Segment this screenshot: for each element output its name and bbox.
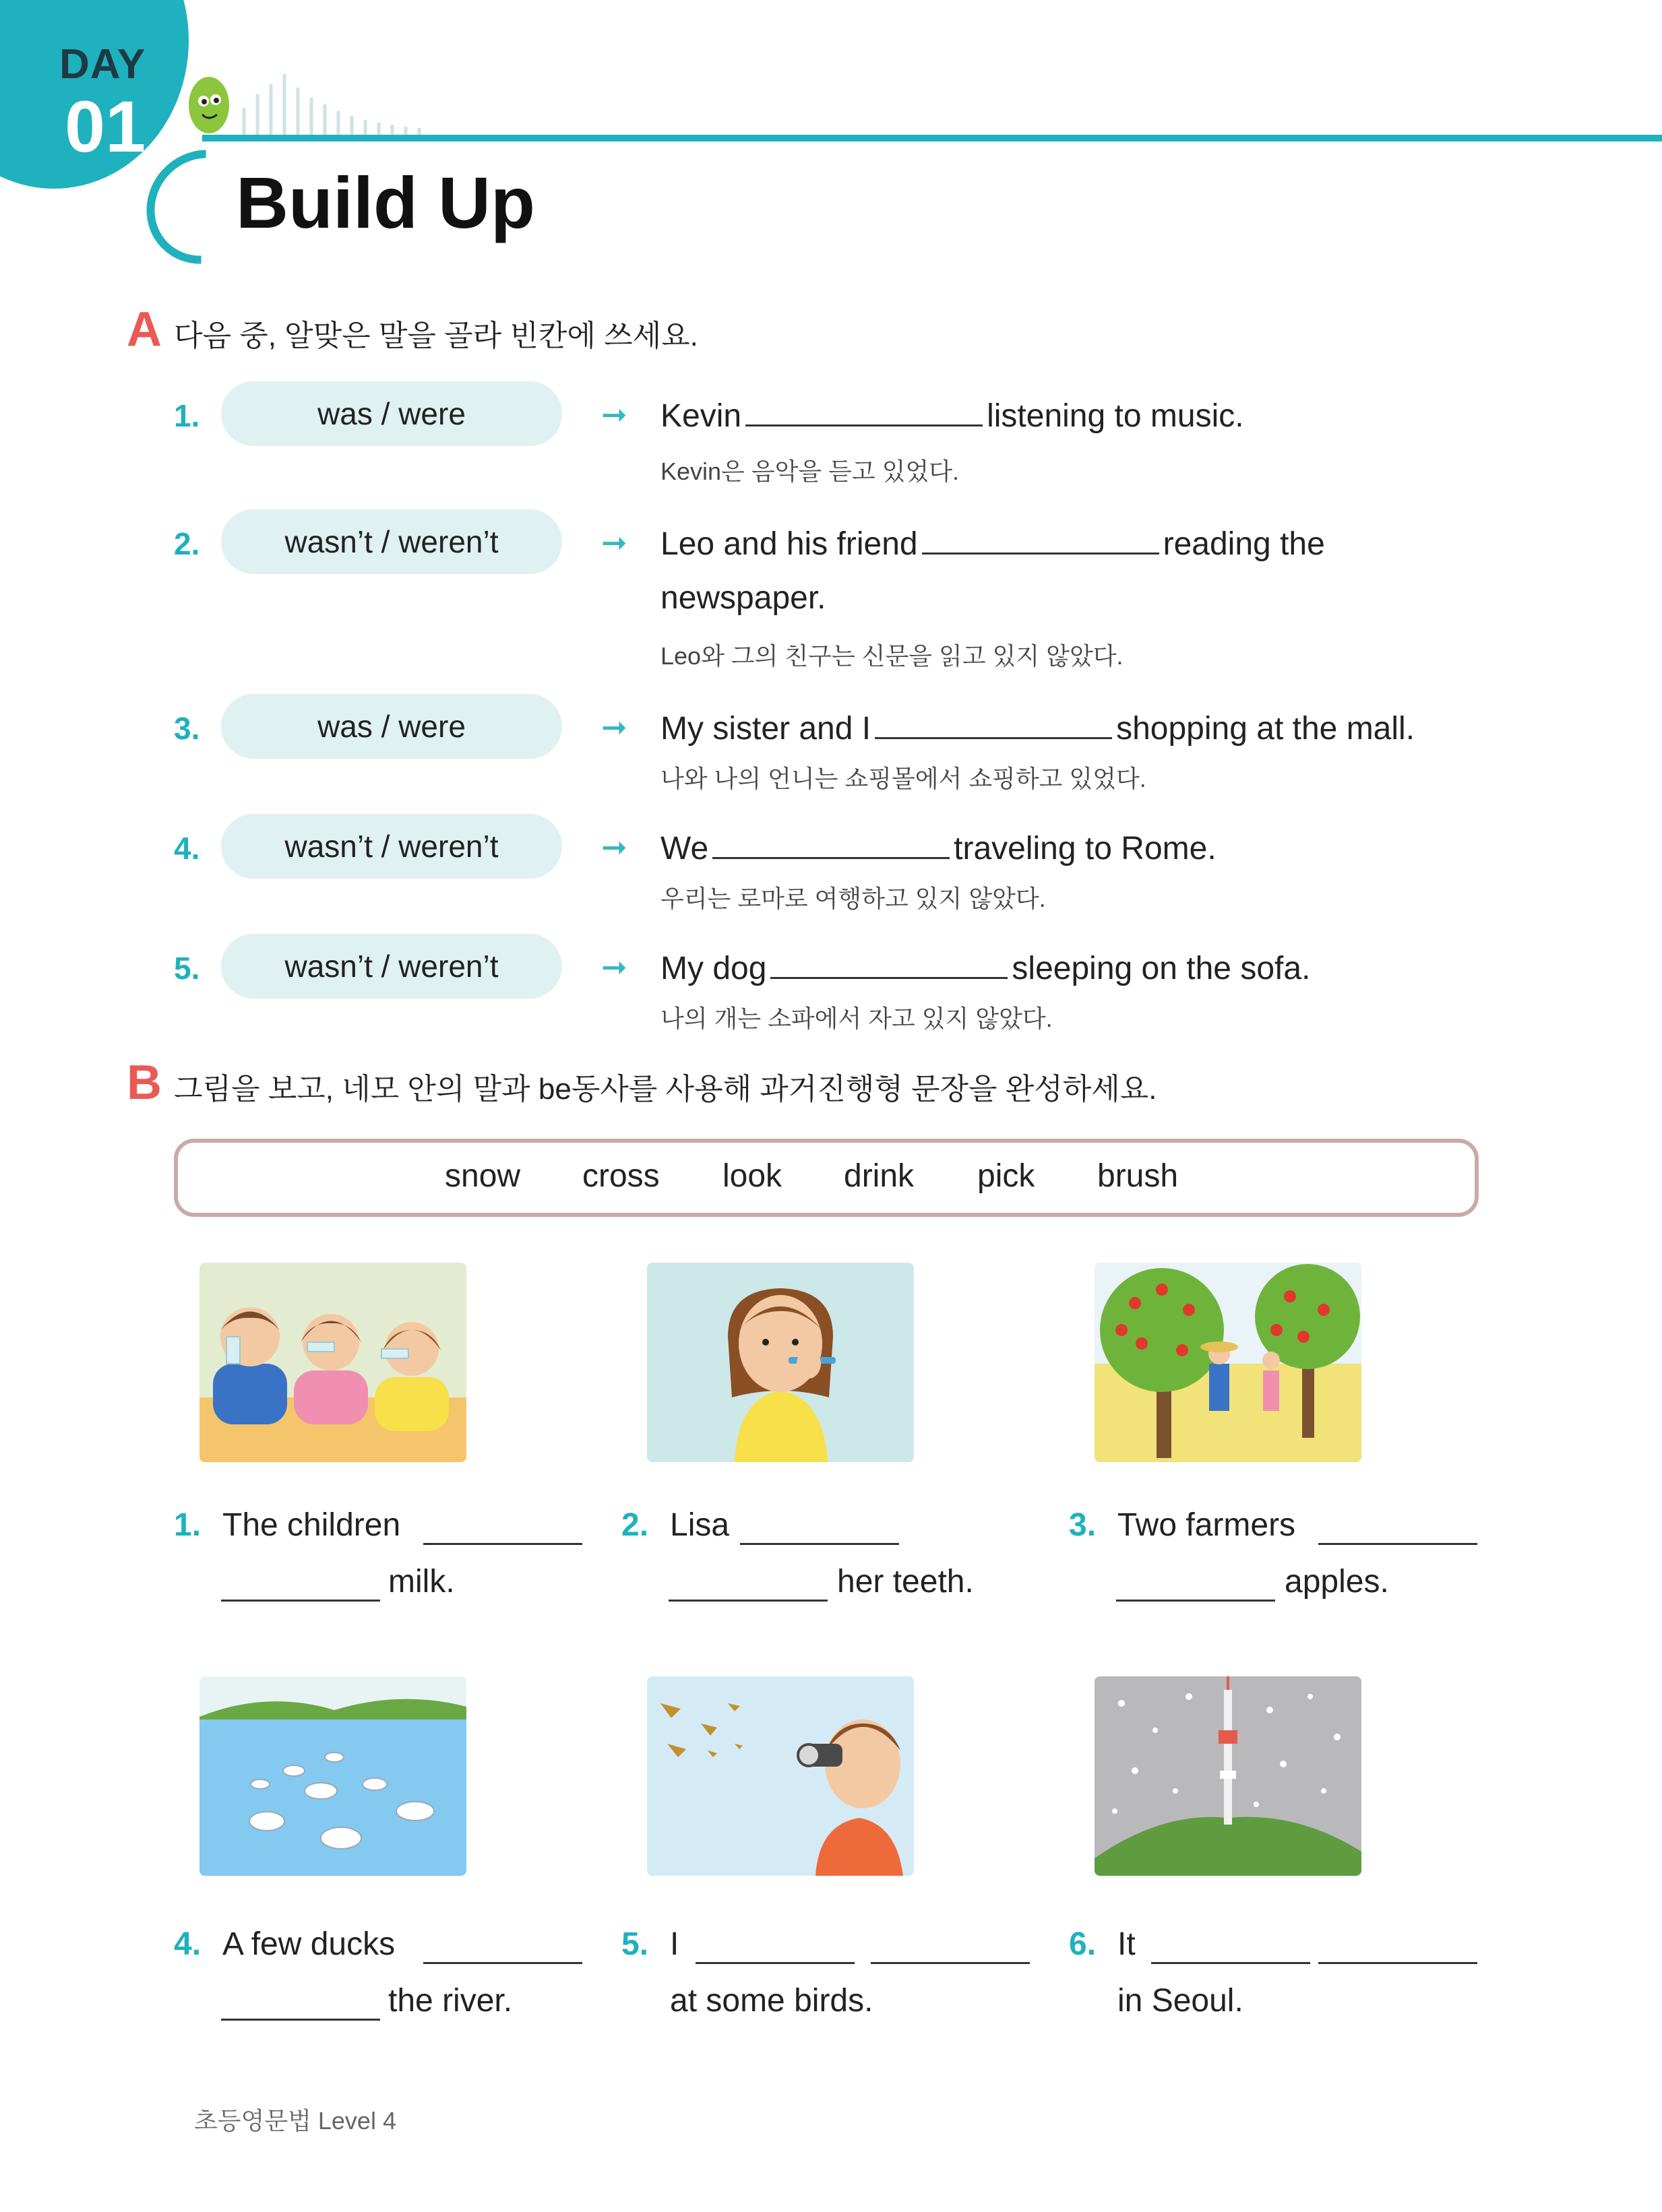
a-item-3-sentence xyxy=(660,707,1415,747)
a-item-3-choices[interactable]: was / were xyxy=(221,694,562,759)
b-item-1-blank-b[interactable] xyxy=(221,1600,380,1602)
b-item-5-blank-b[interactable] xyxy=(871,1962,1030,1964)
b-item-5-blank-a[interactable] xyxy=(696,1962,855,1964)
a-item-3-blank[interactable] xyxy=(875,707,1112,739)
a-item-5-blank[interactable] xyxy=(770,947,1008,979)
a-item-5-post: sleeping on the sofa. xyxy=(1012,951,1311,986)
b-item-5-end: at some birds. xyxy=(670,1983,873,2019)
b-item-1-number: 1. xyxy=(174,1507,202,1543)
page-title: Build Up xyxy=(236,162,535,243)
b-item-3-number: 3. xyxy=(1069,1507,1097,1543)
b-item-2-number: 2. xyxy=(621,1507,649,1543)
a-item-1-choices[interactable]: was / were xyxy=(221,381,562,446)
b-item-6-blank-a[interactable] xyxy=(1151,1962,1310,1964)
header-rule xyxy=(202,135,1662,141)
b-item-1-end: milk. xyxy=(388,1564,455,1600)
b-item-2-blank-a[interactable] xyxy=(740,1543,899,1545)
a-item-4-sentence xyxy=(660,827,1217,867)
word-bank-item: drink xyxy=(844,1158,915,1194)
picture-children-drinking-milk xyxy=(199,1263,466,1462)
a-item-2-choices[interactable]: wasn’t / weren’t xyxy=(221,509,562,574)
sound-wave-mascot-icon xyxy=(177,61,500,141)
a-item-2-post: reading the xyxy=(1163,526,1325,562)
word-bank-item: look xyxy=(722,1158,782,1194)
b-item-3-blank-b[interactable] xyxy=(1116,1600,1275,1602)
arrow-right-icon: ➞ xyxy=(601,949,627,984)
a-item-5-number: 5. xyxy=(174,951,200,986)
word-bank-item: cross xyxy=(582,1158,660,1194)
b-item-5-text: I xyxy=(670,1926,679,1962)
picture-farmers-picking-apples xyxy=(1095,1263,1361,1462)
a-item-3-number: 3. xyxy=(174,711,200,746)
b-item-5-number: 5. xyxy=(621,1926,649,1962)
a-item-5-pre: My dog xyxy=(660,951,767,986)
a-item-3-translation: 나와 나의 언니는 쇼핑몰에서 쇼핑하고 있었다. xyxy=(660,765,1146,792)
a-item-3-pre: My sister and I xyxy=(660,711,871,747)
b-item-6-text: It xyxy=(1117,1926,1136,1962)
b-item-1-blank-a[interactable] xyxy=(423,1543,582,1545)
b-item-2-end: her teeth. xyxy=(837,1564,974,1600)
section-b-letter: B xyxy=(127,1056,162,1110)
a-item-1-number: 1. xyxy=(174,398,200,433)
a-item-1-sentence xyxy=(660,395,1244,435)
b-item-6-end: in Seoul. xyxy=(1117,1983,1243,2019)
arrow-right-icon: ➞ xyxy=(601,525,627,560)
a-item-4-translation: 우리는 로마로 여행하고 있지 않았다. xyxy=(660,885,1046,912)
word-bank-item: pick xyxy=(977,1158,1035,1194)
arrow-right-icon: ➞ xyxy=(601,829,627,864)
a-item-1-blank[interactable] xyxy=(745,395,983,426)
a-item-2-translation: Leo와 그의 친구는 신문을 읽고 있지 않았다. xyxy=(660,642,1124,670)
a-item-5-translation: 나의 개는 소파에서 자고 있지 않았다. xyxy=(660,1005,1053,1032)
a-item-4-post: traveling to Rome. xyxy=(954,831,1217,866)
picture-ducks-crossing-river xyxy=(199,1676,466,1876)
day-number: 01 xyxy=(65,86,146,167)
a-item-1-pre: Kevin xyxy=(660,398,742,434)
a-item-4-choices[interactable]: wasn’t / weren’t xyxy=(221,814,562,879)
b-item-1-text: The children xyxy=(222,1507,401,1543)
b-item-6-blank-b[interactable] xyxy=(1318,1962,1477,1964)
a-item-4-number: 4. xyxy=(174,831,200,866)
b-item-4-blank-b[interactable] xyxy=(221,2019,380,2021)
b-item-4-number: 4. xyxy=(174,1926,202,1962)
a-item-1-translation: Kevin은 음악을 듣고 있었다. xyxy=(660,457,960,485)
section-a-letter: A xyxy=(127,303,162,356)
picture-snowing-in-seoul xyxy=(1095,1676,1361,1876)
b-item-3-blank-a[interactable] xyxy=(1318,1543,1477,1545)
day-label: DAY xyxy=(59,41,146,88)
a-item-2-sentence xyxy=(660,523,1325,563)
section-a-instruction: 다음 중, 알맞은 말을 골라 빈칸에 쓰세요. xyxy=(174,319,698,352)
word-bank-item: brush xyxy=(1097,1158,1179,1194)
b-item-4-blank-a[interactable] xyxy=(423,1962,582,1964)
b-item-4-end: the river. xyxy=(388,1983,513,2019)
b-item-4-text: A few ducks xyxy=(222,1926,396,1962)
b-item-6-number: 6. xyxy=(1069,1926,1097,1962)
a-item-2-blank[interactable] xyxy=(922,523,1159,555)
a-item-5-sentence xyxy=(660,947,1310,987)
b-item-3-text: Two farmers xyxy=(1117,1507,1296,1543)
a-item-2-pre: Leo and his friend xyxy=(660,526,918,562)
a-item-2-number: 2. xyxy=(174,526,200,561)
footer-book-title: 초등영문법 Level 4 xyxy=(194,2107,396,2135)
a-item-3-post: shopping at the mall. xyxy=(1116,711,1415,747)
a-item-5-choices[interactable]: wasn’t / weren’t xyxy=(221,934,562,999)
a-item-1-post: listening to music. xyxy=(987,398,1244,434)
section-b-instruction: 그림을 보고, 네모 안의 말과 be동사를 사용해 과거진행형 문장을 완성하세요. xyxy=(174,1073,1157,1106)
picture-boy-looking-at-birds xyxy=(647,1676,914,1876)
a-item-4-pre: We xyxy=(660,831,709,866)
word-bank-item: snow xyxy=(445,1158,521,1194)
arrow-right-icon: ➞ xyxy=(601,397,627,432)
arrow-right-icon: ➞ xyxy=(601,709,627,745)
b-item-2-text: Lisa xyxy=(670,1507,730,1543)
word-bank-box xyxy=(174,1139,1479,1217)
a-item-2-post-continued: newspaper. xyxy=(660,580,826,616)
b-item-2-blank-b[interactable] xyxy=(669,1600,828,1602)
a-item-4-blank[interactable] xyxy=(712,827,950,859)
picture-girl-brushing-teeth xyxy=(647,1263,914,1462)
b-item-3-end: apples. xyxy=(1285,1564,1389,1600)
